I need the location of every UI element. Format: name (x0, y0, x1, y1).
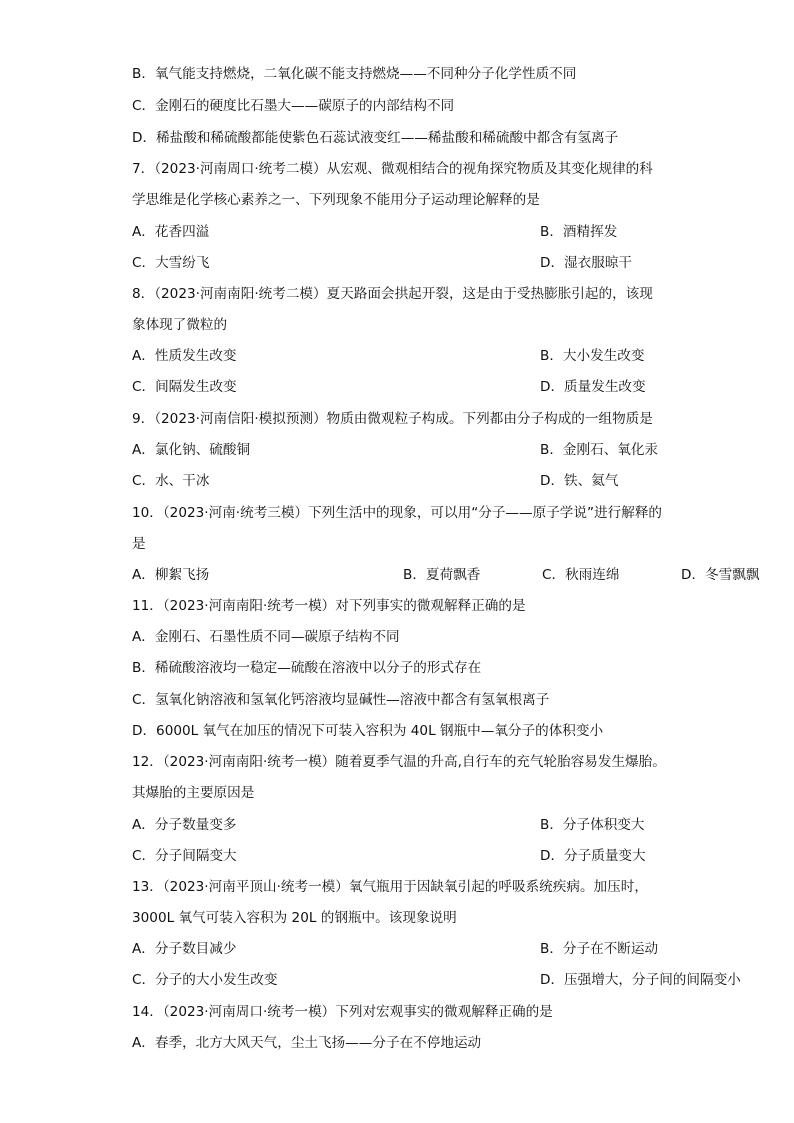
option-a: A．分子数量变多 (132, 817, 237, 833)
question-10-stem-cont: 是 (132, 536, 146, 552)
option-d: D．6000L 氧气在加压的情况下可装入容积为 40L 钢瓶中—氧分子的体积变小 (132, 723, 604, 739)
option-b: B．分子在不断运动 (540, 941, 659, 957)
question-13-options-row-1 (132, 939, 732, 959)
option-d: D．分子质量变大 (540, 848, 646, 864)
question-12-options-row-2 (132, 846, 732, 866)
question-14-stem: 14．（2023·河南周口·统考一模）下列对宏观事实的微观解释正确的是 (132, 1004, 553, 1020)
option-d: D．压强增大，分子间的间隔变小 (540, 972, 741, 988)
option-a: A．分子数目减少 (132, 941, 237, 957)
option-line: B．氧气能支持燃烧，二氧化碳不能支持燃烧——不同种分子化学性质不同 (132, 66, 577, 82)
option-d: D．湿衣服晾干 (540, 255, 633, 271)
option-d: D．铁、氦气 (540, 473, 619, 489)
question-8-options-row-1 (132, 346, 732, 366)
option-a: A．性质发生改变 (132, 348, 237, 364)
question-8-stem: 8．（2023·河南南阳·统考二模）夏天路面会拱起开裂，这是由于受热膨胀引起的，该现 (132, 286, 653, 302)
option-c: C．大雪纷飞 (132, 255, 210, 271)
option-d: D．冬雪飘飘 (681, 567, 760, 583)
question-13-stem: 13．（2023·河南平顶山·统考一模）氧气瓶用于因缺氧引起的呼吸系统疾病。加压时， (132, 879, 648, 895)
question-8-stem-cont: 象体现了微粒的 (132, 317, 228, 333)
question-7-options-row-2 (132, 253, 732, 273)
option-b: B．夏荷飘香 (403, 567, 481, 583)
option-line: D．稀盐酸和稀硫酸都能使紫色石蕊试液变红——稀盐酸和稀硫酸中都含有氢离子 (132, 130, 619, 146)
option-a: A．金刚石、石墨性质不同—碳原子结构不同 (132, 629, 400, 645)
option-c: C．氢氧化钠溶液和氢氧化钙溶液均显碱性—溶液中都含有氢氧根离子 (132, 692, 550, 708)
option-c: C．分子的大小发生改变 (132, 972, 278, 988)
option-c: C．水、干冰 (132, 473, 210, 489)
option-c: C．间隔发生改变 (132, 379, 237, 395)
option-c: C．分子间隔变大 (132, 848, 237, 864)
question-11-stem: 11．（2023·河南南阳·统考一模）对下列事实的微观解释正确的是 (132, 598, 526, 614)
question-9-options-row-2 (132, 471, 732, 491)
option-b: B．分子体积变大 (540, 817, 645, 833)
question-12-options-row-1 (132, 815, 732, 835)
option-line: C．金刚石的硬度比石墨大——碳原子的内部结构不同 (132, 98, 455, 114)
option-a: A．春季，北方大风天气，尘土飞扬——分子在不停地运动 (132, 1035, 482, 1051)
question-7-stem: 7．（2023·河南周口·统考二模）从宏观、微观相结合的视角探究物质及其变化规律的科 (132, 161, 653, 177)
question-8-options-row-2 (132, 377, 732, 397)
option-a: A．花香四溢 (132, 224, 210, 240)
question-10-options-row (132, 565, 760, 585)
question-7-options-row-1 (132, 222, 732, 242)
question-9-stem: 9．（2023·河南信阳·模拟预测）物质由微观粒子构成。下列都由分子构成的一组物质是 (132, 411, 653, 427)
option-a: A．柳絮飞扬 (132, 567, 210, 583)
question-13-stem-cont: 3000L 氧气可装入容积为 20L 的钢瓶中。该现象说明 (132, 910, 457, 926)
option-d: D．质量发生改变 (540, 379, 646, 395)
question-12-stem-cont: 其爆胎的主要原因是 (132, 785, 255, 801)
question-7-stem-cont: 学思维是化学核心素养之一、下列现象不能用分子运动理论解释的是 (132, 192, 540, 208)
question-12-stem: 12．（2023·河南南阳·统考一模）随着夏季气温的升高,自行车的充气轮胎容易发生爆胎。 (132, 754, 666, 770)
option-a: A．氯化钠、硫酸铜 (132, 442, 251, 458)
option-c: C．秋雨连绵 (542, 567, 620, 583)
question-10-stem: 10．（2023·河南·统考三模）下列生活中的现象，可以用“分子——原子学说”进行解释的 (132, 505, 663, 521)
option-b: B．稀硫酸溶液均一稳定—硫酸在溶液中以分子的形式存在 (132, 660, 482, 676)
question-13-options-row-2 (132, 970, 741, 990)
option-b: B．酒精挥发 (540, 224, 618, 240)
option-b: B．大小发生改变 (540, 348, 645, 364)
question-9-options-row-1 (132, 440, 732, 460)
option-b: B．金刚石、氧化汞 (540, 442, 659, 458)
